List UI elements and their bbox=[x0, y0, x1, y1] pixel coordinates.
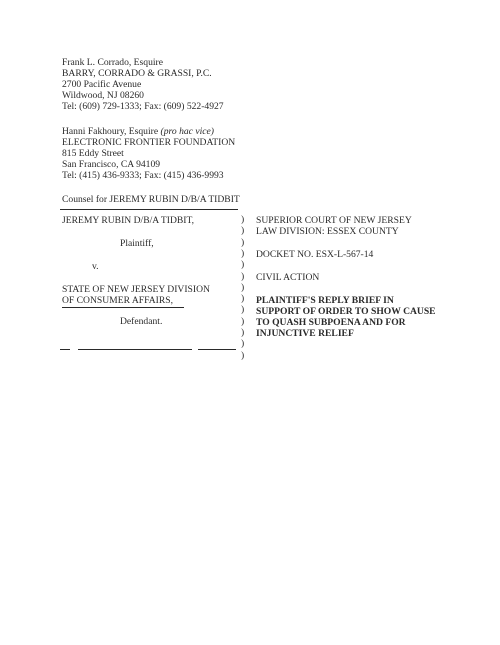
caption-bottom-rule-2 bbox=[78, 349, 192, 350]
attorney-name-2-text: Hanni Fakhoury, Esquire bbox=[62, 126, 159, 137]
brief-title-line2: SUPPORT OF ORDER TO SHOW CAUSE bbox=[256, 306, 436, 317]
paren: ) bbox=[241, 338, 245, 350]
paren: ) bbox=[241, 270, 245, 282]
plaintiff-name: JEREMY RUBIN D/B/A TIDBIT, bbox=[62, 215, 195, 226]
brief-title-line4: INJUNCTIVE RELIEF bbox=[256, 328, 354, 339]
docket-number: DOCKET NO. ESX-L-567-14 bbox=[256, 249, 374, 260]
paren: ) bbox=[241, 327, 245, 338]
defendant-name-line1: STATE OF NEW JERSEY DIVISION bbox=[62, 284, 210, 295]
brief-title-line1: PLAINTIFF'S REPLY BRIEF IN bbox=[256, 295, 394, 306]
plaintiff-role: Plaintiff, bbox=[120, 238, 154, 249]
paren: ) bbox=[241, 304, 245, 316]
paren: ) bbox=[241, 236, 245, 248]
paren: ) bbox=[241, 247, 245, 259]
civil-action: CIVIL ACTION bbox=[256, 272, 320, 283]
paren: ) bbox=[241, 214, 245, 225]
paren: ) bbox=[241, 281, 245, 293]
caption-bottom-rule-3 bbox=[198, 349, 236, 350]
org-city: San Francisco, CA 94109 bbox=[62, 159, 161, 170]
pro-hac-vice-note: (pro hac vice) bbox=[160, 126, 214, 137]
court-division: LAW DIVISION: ESSEX COUNTY bbox=[256, 226, 399, 237]
firm-city: Wildwood, NJ 08260 bbox=[62, 90, 144, 101]
brief-title-line3: TO QUASH SUBPOENA AND FOR bbox=[256, 317, 406, 328]
paren: ) bbox=[241, 293, 245, 305]
org-street: 815 Eddy Street bbox=[62, 148, 124, 159]
firm-phone-fax: Tel: (609) 729-1333; Fax: (609) 522-4927 bbox=[62, 101, 224, 112]
firm-name: BARRY, CORRADO & GRASSI, P.C. bbox=[62, 68, 212, 79]
paren: ) bbox=[241, 349, 245, 361]
court-name: SUPERIOR COURT OF NEW JERSEY bbox=[256, 215, 412, 226]
versus: v. bbox=[92, 261, 99, 272]
caption-bottom-rule-1 bbox=[60, 349, 70, 350]
attorney-name-2 bbox=[62, 126, 214, 137]
firm-street: 2700 Pacific Avenue bbox=[62, 79, 142, 90]
caption-top-rule bbox=[60, 209, 238, 210]
defendant-underline bbox=[62, 307, 184, 308]
counsel-for-line: Counsel for JEREMY RUBIN D/B/A TIDBIT bbox=[62, 194, 240, 205]
defendant-name-line2: OF CONSUMER AFFAIRS, bbox=[62, 295, 173, 306]
org-phone-fax: Tel: (415) 436-9333; Fax: (415) 436-9993 bbox=[62, 170, 224, 181]
paren: ) bbox=[241, 259, 245, 271]
org-name: ELECTRONIC FRONTIER FOUNDATION bbox=[62, 137, 236, 148]
paren: ) bbox=[241, 315, 245, 327]
attorney-name: Frank L. Corrado, Esquire bbox=[62, 57, 163, 68]
paren: ) bbox=[241, 225, 245, 237]
defendant-role: Defendant. bbox=[120, 316, 163, 327]
